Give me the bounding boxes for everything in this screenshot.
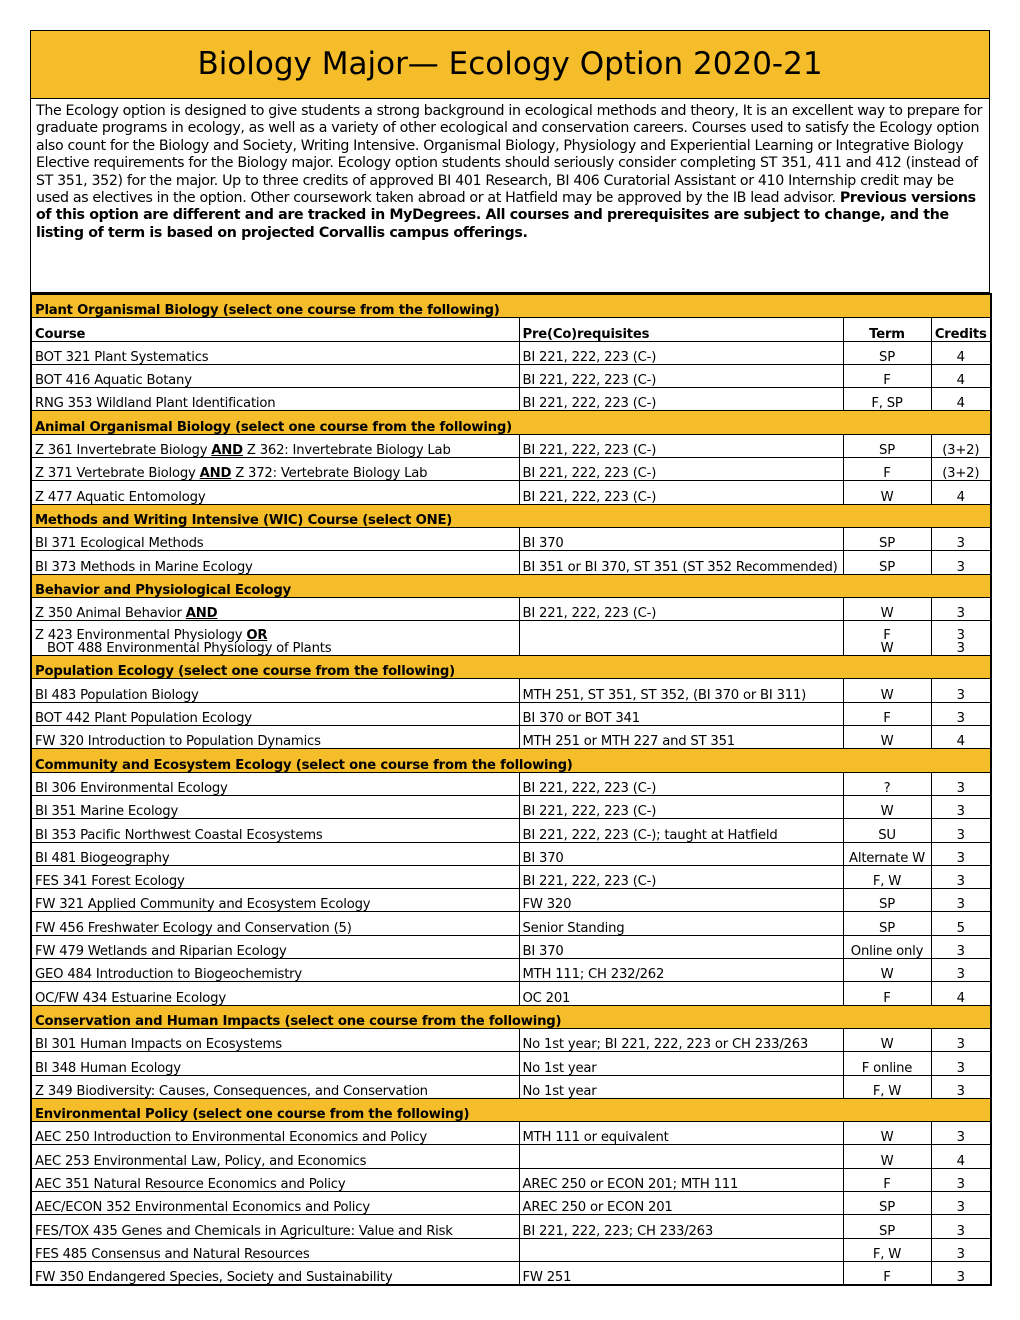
course-name: AEC 250 Introduction to Environmental Economics and Policy bbox=[35, 1130, 427, 1145]
section-header bbox=[31, 294, 991, 318]
course-name: Z 371 Vertebrate Biology bbox=[35, 466, 200, 481]
prereq-cell: MTH 251 or MTH 227 and ST 351 bbox=[519, 726, 843, 749]
course-name: BI 481 Biogeography bbox=[35, 850, 170, 866]
section-title: Community and Ecosystem Ecology (select one course from the following) bbox=[31, 749, 991, 772]
term-cell: F, SP bbox=[843, 388, 931, 411]
course-name: BI 483 Population Biology bbox=[35, 687, 199, 703]
column-header-row bbox=[31, 318, 991, 341]
prereq-cell: FW 320 bbox=[519, 889, 843, 912]
table-row bbox=[31, 434, 991, 457]
term-cell: SP bbox=[843, 912, 931, 935]
table-row bbox=[31, 1122, 991, 1145]
term-cell: F bbox=[843, 1168, 931, 1191]
document-page bbox=[30, 30, 990, 1286]
prereq-cell: BI 370 bbox=[519, 527, 843, 550]
course-cell bbox=[31, 481, 519, 504]
course-cell bbox=[31, 551, 519, 574]
credits-cell: 3 bbox=[931, 889, 991, 912]
credits-cell: 4 bbox=[931, 726, 991, 749]
term-cell: F online bbox=[843, 1052, 931, 1075]
prereq-cell: MTH 251, ST 351, ST 352, (BI 370 or BI 311) bbox=[519, 679, 843, 702]
course-name: FW 479 Wetlands and Riparian Ecology bbox=[35, 944, 287, 959]
course-cell bbox=[31, 912, 519, 935]
prereq-cell: BI 370 or BOT 341 bbox=[519, 702, 843, 725]
prereq-cell: No 1st year bbox=[519, 1075, 843, 1098]
table-row bbox=[31, 679, 991, 702]
course-cell bbox=[31, 1052, 519, 1075]
course-name: RNG 353 Wildland Plant Identification bbox=[35, 396, 276, 411]
course-cell bbox=[31, 959, 519, 982]
course-name: AEC 253 Environmental Law, Policy, and Economics bbox=[35, 1153, 367, 1169]
course-cell bbox=[31, 1028, 519, 1051]
course-cell bbox=[31, 1191, 519, 1214]
course-cell bbox=[31, 1215, 519, 1238]
table-row bbox=[31, 795, 991, 818]
credits-cell: 3 bbox=[931, 819, 991, 842]
term-cell: SP bbox=[843, 341, 931, 364]
prereq-cell: AREC 250 or ECON 201; MTH 111 bbox=[519, 1168, 843, 1191]
term-cell: SP bbox=[843, 551, 931, 574]
table-row bbox=[31, 889, 991, 912]
section-title: Behavior and Physiological Ecology bbox=[31, 574, 991, 597]
prereq-cell: BI 221, 222, 223 (C-) bbox=[519, 364, 843, 387]
prereq-cell: MTH 111; CH 232/262 bbox=[519, 959, 843, 982]
credits-cell: 5 bbox=[931, 912, 991, 935]
section-header bbox=[31, 411, 991, 434]
term-cell: F bbox=[843, 458, 931, 481]
course-cell bbox=[31, 458, 519, 481]
table-row bbox=[31, 1261, 991, 1285]
table-row bbox=[31, 1145, 991, 1168]
prereq-cell: BI 351 or BI 370, ST 351 (ST 352 Recommended) bbox=[519, 551, 843, 574]
course-cell bbox=[31, 865, 519, 888]
course-cell bbox=[31, 772, 519, 795]
table-row bbox=[31, 865, 991, 888]
course-cell bbox=[31, 388, 519, 411]
prereq-cell bbox=[519, 621, 843, 656]
course-cell bbox=[31, 982, 519, 1005]
section-title: Environmental Policy (select one course from the following) bbox=[31, 1098, 991, 1121]
credits-cell: 3 bbox=[931, 865, 991, 888]
credits-cell: 3 bbox=[931, 1168, 991, 1191]
course-table bbox=[30, 293, 992, 1286]
credits-cell: 3 bbox=[931, 1075, 991, 1098]
course-cell bbox=[31, 1075, 519, 1098]
term-cell: F, W bbox=[843, 1075, 931, 1098]
course-cell bbox=[31, 341, 519, 364]
course-cell bbox=[31, 621, 519, 656]
section-title: Population Ecology (select one course from the following) bbox=[31, 656, 991, 679]
course-name: Z 349 Biodiversity: Causes, Consequences, and Conservation bbox=[35, 1083, 428, 1099]
course-cell bbox=[31, 889, 519, 912]
prereq-cell: No 1st year; BI 221, 222, 223 or CH 233/263 bbox=[519, 1028, 843, 1051]
credits-cell: 4 bbox=[931, 481, 991, 504]
credits-cell: 3 bbox=[931, 959, 991, 982]
course-cell bbox=[31, 597, 519, 620]
course-name: BI 353 Pacific Northwest Coastal Ecosystems bbox=[35, 827, 323, 843]
table-row bbox=[31, 481, 991, 504]
prereq-cell: BI 221, 222, 223 (C-) bbox=[519, 341, 843, 364]
prereq-cell: BI 221, 222, 223 (C-) bbox=[519, 434, 843, 457]
credits-cell: 3 bbox=[931, 1238, 991, 1261]
table-row bbox=[31, 597, 991, 620]
term-cell: SP bbox=[843, 1215, 931, 1238]
credits: 3 bbox=[956, 628, 965, 644]
term-cell: SU bbox=[843, 819, 931, 842]
course-name: GEO 484 Introduction to Biogeochemistry bbox=[35, 967, 302, 982]
credits-cell: 3 bbox=[931, 772, 991, 795]
course-cell bbox=[31, 1168, 519, 1191]
column-header-credits: Credits bbox=[931, 318, 991, 341]
credits-cell: 3 bbox=[931, 1028, 991, 1051]
course-name: FES/TOX 435 Genes and Chemicals in Agriculture: Value and Risk bbox=[35, 1223, 453, 1239]
column-header-course: Course bbox=[31, 318, 519, 341]
course-name: Z 350 Animal Behavior bbox=[35, 606, 186, 621]
credits-cell: 4 bbox=[931, 982, 991, 1005]
course-cell bbox=[31, 702, 519, 725]
table-row bbox=[31, 912, 991, 935]
course-cell bbox=[31, 364, 519, 387]
term-cell: W bbox=[843, 1122, 931, 1145]
table-row bbox=[31, 1215, 991, 1238]
course-name: BI 306 Environmental Ecology bbox=[35, 780, 228, 796]
connector: AND bbox=[199, 466, 232, 481]
section-header bbox=[31, 1005, 991, 1028]
term-cell: SP bbox=[843, 527, 931, 550]
prereq-cell: Senior Standing bbox=[519, 912, 843, 935]
section-header bbox=[31, 504, 991, 527]
credits-cell: 3 bbox=[931, 702, 991, 725]
course-name: AEC/ECON 352 Environmental Economics and Policy bbox=[35, 1200, 370, 1215]
course-cell bbox=[31, 1122, 519, 1145]
term-cell: F bbox=[843, 1261, 931, 1285]
course-name: Z 477 Aquatic Entomology bbox=[35, 489, 206, 505]
course-name: FW 350 Endangered Species, Society and Sustainability bbox=[35, 1270, 393, 1286]
course-cell bbox=[31, 679, 519, 702]
prereq-cell: BI 221, 222, 223 (C-) bbox=[519, 772, 843, 795]
table-row bbox=[31, 1052, 991, 1075]
connector: AND bbox=[211, 443, 243, 458]
course-name: BOT 416 Aquatic Botany bbox=[35, 373, 192, 388]
course-cell bbox=[31, 1145, 519, 1168]
description-bold-note: Previous versions of this option are different and are tracked in MyDegrees. All courses and prerequisites are subject to change, and the listing of term is based on projected Corvallis campus offerings. bbox=[36, 190, 976, 241]
prereq-cell: MTH 111 or equivalent bbox=[519, 1122, 843, 1145]
course-name: Z 423 Environmental Physiology bbox=[35, 628, 247, 644]
term-cell: SP bbox=[843, 1191, 931, 1214]
section-header bbox=[31, 656, 991, 679]
prereq-cell: BI 221, 222, 223 (C-) bbox=[519, 597, 843, 620]
course-name-second: Z 372: Vertebrate Biology Lab bbox=[231, 466, 428, 481]
section-header bbox=[31, 749, 991, 772]
page-title: Biology Major— Ecology Option 2020-21 bbox=[30, 30, 990, 99]
course-name: BI 351 Marine Ecology bbox=[35, 804, 179, 819]
section-title: Animal Organismal Biology (select one course from the following) bbox=[31, 411, 991, 434]
course-cell bbox=[31, 795, 519, 818]
course-name: Z 361 Invertebrate Biology bbox=[35, 443, 212, 458]
credits-cell: 3 bbox=[931, 1191, 991, 1214]
prereq-cell: BI 221, 222, 223 (C-) bbox=[519, 388, 843, 411]
table-row bbox=[31, 551, 991, 574]
option-description bbox=[30, 99, 990, 293]
credits-cell: 4 bbox=[931, 1145, 991, 1168]
prereq-cell: AREC 250 or ECON 201 bbox=[519, 1191, 843, 1214]
term-cell: F bbox=[843, 702, 931, 725]
table-row bbox=[31, 341, 991, 364]
table-row bbox=[31, 388, 991, 411]
credits-cell: 3 bbox=[931, 551, 991, 574]
term-cell: W bbox=[843, 481, 931, 504]
course-name-second: Z 362: Invertebrate Biology Lab bbox=[242, 443, 451, 458]
prereq-cell: OC 201 bbox=[519, 982, 843, 1005]
prereq-cell: No 1st year bbox=[519, 1052, 843, 1075]
credits-cell: 3 bbox=[931, 1052, 991, 1075]
course-name: OC/FW 434 Estuarine Ecology bbox=[35, 990, 226, 1006]
prereq-cell: BI 221, 222, 223 (C-); taught at Hatfield bbox=[519, 819, 843, 842]
section-header bbox=[31, 574, 991, 597]
term-cell: W bbox=[843, 1145, 931, 1168]
table-row bbox=[31, 959, 991, 982]
course-name: FW 321 Applied Community and Ecosystem Ecology bbox=[35, 897, 371, 912]
term-cell: F, W bbox=[843, 865, 931, 888]
course-cell bbox=[31, 726, 519, 749]
course-name-alt: BOT 488 Environmental Physiology of Plants bbox=[47, 641, 332, 656]
course-cell bbox=[31, 819, 519, 842]
course-name: BOT 321 Plant Systematics bbox=[35, 349, 209, 365]
table-row bbox=[31, 935, 991, 958]
term-cell: W bbox=[843, 726, 931, 749]
table-row bbox=[31, 458, 991, 481]
credits-cell: (3+2) bbox=[931, 458, 991, 481]
term-cell: W bbox=[843, 795, 931, 818]
term-cell: F bbox=[843, 982, 931, 1005]
table-row bbox=[31, 1075, 991, 1098]
prereq-cell: BI 221, 222, 223; CH 233/263 bbox=[519, 1215, 843, 1238]
prereq-cell bbox=[519, 1145, 843, 1168]
credits-cell: 4 bbox=[931, 341, 991, 364]
credits-cell: 3 bbox=[931, 527, 991, 550]
credits-cell: 4 bbox=[931, 388, 991, 411]
prereq-cell: BI 221, 222, 223 (C-) bbox=[519, 458, 843, 481]
table-row bbox=[31, 1168, 991, 1191]
credits-cell: 3 bbox=[931, 935, 991, 958]
column-header-term: Term bbox=[843, 318, 931, 341]
term-cell: W bbox=[843, 597, 931, 620]
course-name: FW 320 Introduction to Population Dynamics bbox=[35, 734, 321, 749]
term-cell: W bbox=[843, 1028, 931, 1051]
table-row bbox=[31, 702, 991, 725]
term-cell: W bbox=[843, 679, 931, 702]
table-row bbox=[31, 842, 991, 865]
term-cell: Online only bbox=[843, 935, 931, 958]
section-header bbox=[31, 1098, 991, 1121]
section-title: Conservation and Human Impacts (select one course from the following) bbox=[31, 1005, 991, 1028]
term: F bbox=[883, 628, 891, 644]
term-cell: W bbox=[843, 959, 931, 982]
course-cell bbox=[31, 1238, 519, 1261]
credits-cell: 3 bbox=[931, 842, 991, 865]
course-cell bbox=[31, 527, 519, 550]
credits-cell: 3 bbox=[931, 1122, 991, 1145]
table-row bbox=[31, 1238, 991, 1261]
credits-cell: (3+2) bbox=[931, 434, 991, 457]
course-cell bbox=[31, 842, 519, 865]
course-name: AEC 351 Natural Resource Economics and Policy bbox=[35, 1176, 346, 1192]
prereq-cell bbox=[519, 1238, 843, 1261]
course-name: BI 348 Human Ecology bbox=[35, 1060, 181, 1075]
term-cell: F, W bbox=[843, 1238, 931, 1261]
term-cell: F bbox=[843, 364, 931, 387]
prereq-cell: BI 221, 222, 223 (C-) bbox=[519, 481, 843, 504]
course-name: BI 301 Human Impacts on Ecosystems bbox=[35, 1037, 282, 1052]
section-title: Plant Organismal Biology (select one course from the following) bbox=[31, 294, 991, 318]
credits-cell: 3 bbox=[931, 795, 991, 818]
prereq-cell: BI 370 bbox=[519, 842, 843, 865]
credits-cell: 3 bbox=[931, 1261, 991, 1285]
credits-cell: 3 bbox=[931, 597, 991, 620]
column-header-prereq: Pre(Co)requisites bbox=[519, 318, 843, 341]
term-cell: SP bbox=[843, 434, 931, 457]
credits: 3 bbox=[956, 641, 965, 656]
course-name: FES 485 Consensus and Natural Resources bbox=[35, 1246, 310, 1262]
prereq-cell: BI 221, 222, 223 (C-) bbox=[519, 865, 843, 888]
credits-cell bbox=[931, 621, 991, 656]
term-cell bbox=[843, 621, 931, 656]
credits-cell: 4 bbox=[931, 364, 991, 387]
table-row bbox=[31, 621, 991, 656]
prereq-cell: BI 370 bbox=[519, 935, 843, 958]
prereq-cell: FW 251 bbox=[519, 1261, 843, 1285]
course-name: BI 373 Methods in Marine Ecology bbox=[35, 559, 253, 575]
course-name: FES 341 Forest Ecology bbox=[35, 874, 185, 889]
connector: OR bbox=[246, 628, 268, 644]
connector: AND bbox=[185, 606, 218, 621]
credits-cell: 3 bbox=[931, 1215, 991, 1238]
table-row bbox=[31, 772, 991, 795]
term-cell: SP bbox=[843, 889, 931, 912]
course-name: FW 456 Freshwater Ecology and Conservation (5) bbox=[35, 920, 352, 936]
credits-cell: 3 bbox=[931, 679, 991, 702]
table-row bbox=[31, 726, 991, 749]
term: W bbox=[880, 641, 894, 656]
table-row bbox=[31, 1028, 991, 1051]
course-cell bbox=[31, 935, 519, 958]
table-row bbox=[31, 527, 991, 550]
term-cell: ? bbox=[843, 772, 931, 795]
table-row bbox=[31, 1191, 991, 1214]
course-cell bbox=[31, 1261, 519, 1285]
description-text: The Ecology option is designed to give students a strong background in ecological methods and theory, It is an excellent way to prepare for graduate programs in ecology, as well as a variety of other ecological and conservation careers. Courses used to satisfy the Ecology option also count for the Biology and Society, Writing Intensive. Organismal Biology, Physiology and Experiential Learning or Integrative Biology Elective requirements for the Biology major. Ecology option students should seriously consider completing ST 351, 411 and 412 (instead of ST 351, 352) for the major. Up to three credits of approved BI 401 Research, BI 406 Curatorial Assistant or 410 Internship credit may be used as electives in the option. Other coursework taken abroad or at Hatfield may be approved by the IB lead advisor. bbox=[36, 103, 983, 207]
prereq-cell: BI 221, 222, 223 (C-) bbox=[519, 795, 843, 818]
section-title: Methods and Writing Intensive (WIC) Course (select ONE) bbox=[31, 504, 991, 527]
course-name: BOT 442 Plant Population Ecology bbox=[35, 711, 252, 726]
table-row bbox=[31, 364, 991, 387]
table-row bbox=[31, 982, 991, 1005]
table-row bbox=[31, 819, 991, 842]
course-cell bbox=[31, 434, 519, 457]
course-name: BI 371 Ecological Methods bbox=[35, 536, 204, 551]
term-cell: Alternate W bbox=[843, 842, 931, 865]
